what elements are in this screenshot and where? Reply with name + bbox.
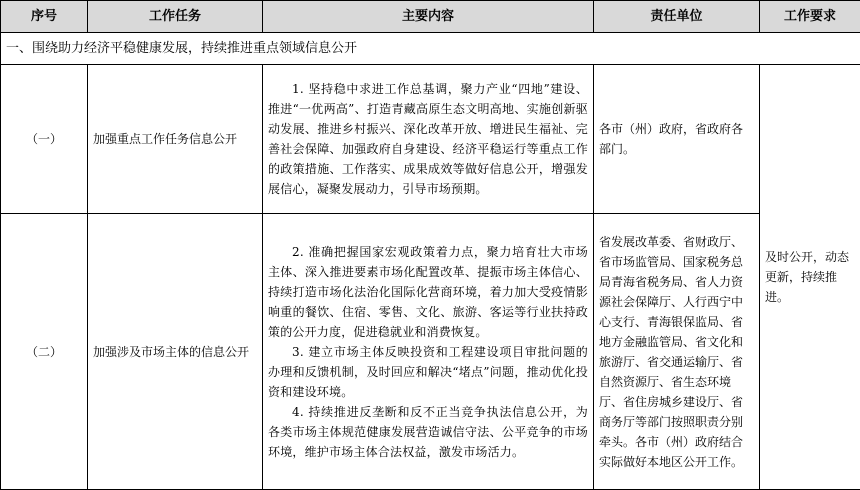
header-unit: 责任单位 [594,1,760,33]
row-unit: 各市（州）政府，省政府各部门。 [594,65,760,214]
header-requirement: 工作要求 [760,1,860,33]
section-title: 一、围绕助力经济平稳健康发展，持续推进重点领域信息公开 [1,33,860,65]
row-seq: （一） [1,65,88,214]
header-content: 主要内容 [263,1,594,33]
row-seq: （二） [1,214,88,490]
section-row [1,33,860,65]
row-unit: 省发展改革委、省财政厅、省市场监管局、国家税务总局青海省税务局、省人力资源社会保障厅、人行西宁中心支行、青海银保监局、省地方金融监管局、省文化和旅游厅、省交通运输厅、省自然资源厅、省生态环境厅、省住房城乡建设厅、省商务厅等部门按照职责分别牵头。各市（州）政府结合实际做好本地区公开工作。 [594,214,760,490]
header-task: 工作任务 [88,1,263,33]
work-requirement: 及时公开，动态更新，持续推进。 [760,65,860,490]
header-seq: 序号 [1,1,88,33]
content-paragraph: 1. 坚持稳中求进工作总基调，聚力产业“四地”建设、推进“一优两高”、打造青藏高原生态文明高地、实施创新驱动发展、推进乡村振兴、深化改革开放、增进民生福祉、完善社会保障、加强政府自身建设、经济平稳运行等重点工作的政策措施、工作落实、成果成效等做好信息公开，增强发展信心，凝聚发展动力，引导市场预期。 [268,79,588,199]
table-row [1,65,860,214]
table-row [1,214,860,490]
row-content [263,65,594,214]
row-content [263,214,594,490]
row-task: 加强涉及市场主体的信息公开 [88,214,263,490]
content-paragraph: 2. 准确把握国家宏观政策着力点，聚力培育壮大市场主体、深入推进要素市场化配置改革、提振市场主体信心、持续打造市场化法治化国际化营商环境，着力加大受疫情影响重的餐饮、住宿、零售、文化、旅游、客运等行业扶持政策的公开力度，促进稳就业和消费恢复。 [268,242,588,342]
row-task: 加强重点工作任务信息公开 [88,65,263,214]
header-row [1,1,860,33]
content-paragraph: 3. 建立市场主体反映投资和工程建设项目审批问题的办理和反馈机制，及时回应和解决“堵点”问题，推动优化投资和建设环境。 [268,342,588,402]
content-paragraph: 4. 持续推进反垄断和反不正当竞争执法信息公开，为各类市场主体规范健康发展营造诚信守法、公平竞争的市场环境，维护市场主体合法权益，激发市场活力。 [268,402,588,462]
